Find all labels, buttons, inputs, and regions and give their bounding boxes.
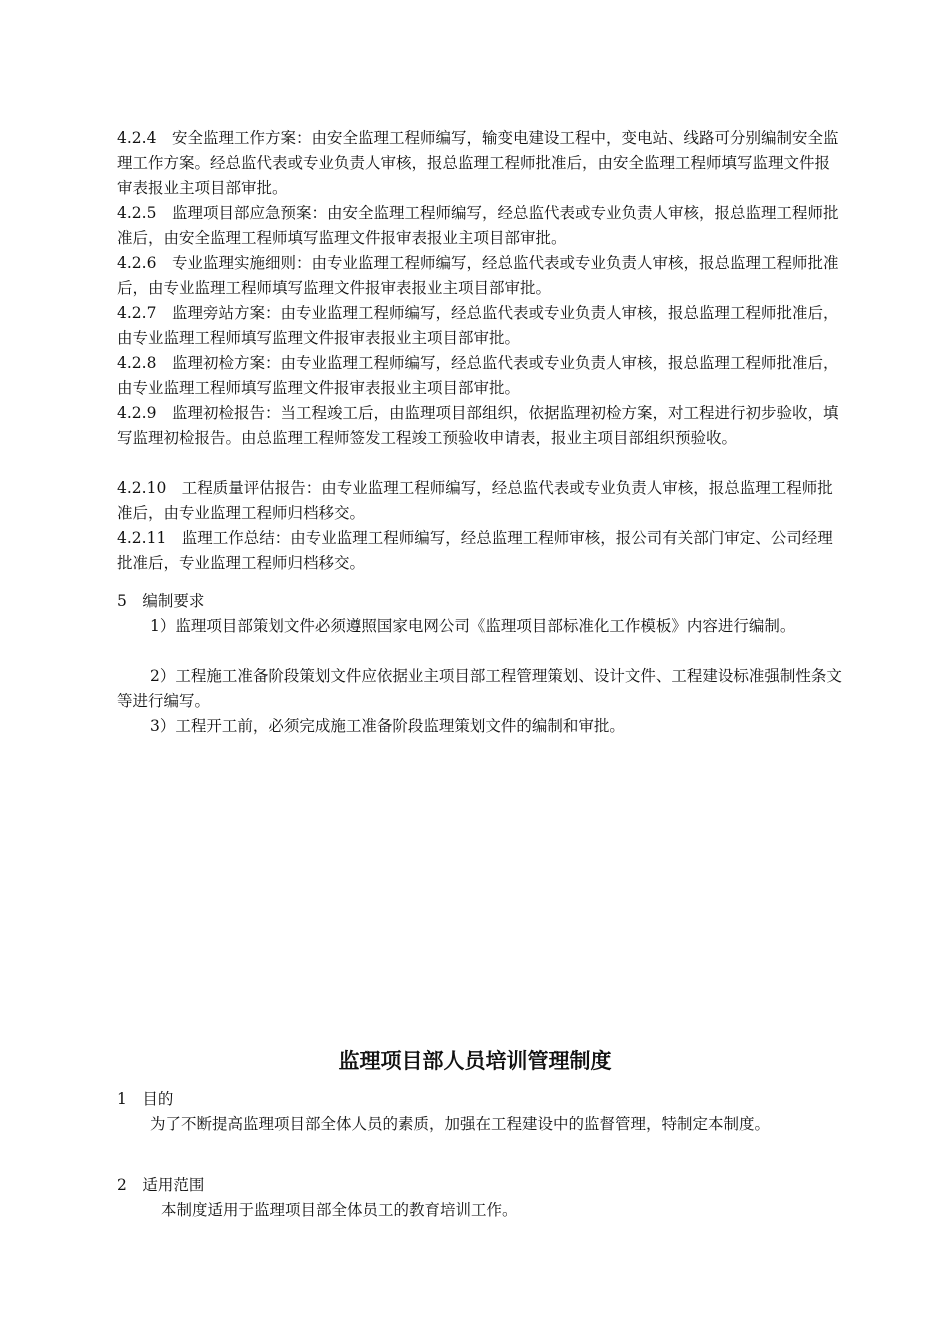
clause-4-2-9: 4.2.9 监理初检报告：当工程竣工后，由监理项目部组织，依据监理初检方案，对工程进行初步验收，填写监理初检报告。由总监理工程师签发工程竣工预验收申请表，报业主项目部组织预验收。 bbox=[117, 404, 839, 447]
document-title: 监理项目部人员培训管理制度 bbox=[338, 1049, 612, 1073]
clause-4-2-6: 4.2.6 专业监理实施细则：由专业监理工程师编写，经总监代表或专业负责人审核，报总监理工程师批准后，由专业监理工程师填写监理文件报审表报业主项目部审批。 bbox=[117, 254, 839, 297]
clause-4-2-4: 4.2.4 安全监理工作方案：由安全监理工程师编写，输变电建设工程中，变电站、线路可分别编制安全监理工作方案。经总监代表或专业负责人审核，报总监理工程师批准后，由安全监理工程师填写监理文件报审表报业主项目部审批。 bbox=[117, 129, 839, 197]
clause-4-2-10: 4.2.10 工程质量评估报告：由专业监理工程师编写，经总监代表或专业负责人审核，报总监理工程师批准后，由专业监理工程师归档移交。 bbox=[117, 479, 833, 522]
clause-4-2-11: 4.2.11 监理工作总结：由专业监理工程师编写，经总监理工程师审核，报公司有关部门审定、公司经理批准后，专业监理工程师归档移交。 bbox=[117, 529, 833, 572]
section-1-text: 为了不断提高监理项目部全体人员的素质，加强在工程建设中的监督管理，特制定本制度。 bbox=[150, 1115, 771, 1133]
clause-4-2-8: 4.2.8 监理初检方案：由专业监理工程师编写，经总监代表或专业负责人审核，报总监理工程师批准后，由专业监理工程师填写监理文件报审表报业主项目部审批。 bbox=[117, 354, 839, 397]
section-5-heading: 5 编制要求 bbox=[117, 592, 205, 610]
requirement-item-3: 3）工程开工前，必须完成施工准备阶段监理策划文件的编制和审批。 bbox=[150, 717, 625, 735]
section-1-heading: 1 目的 bbox=[117, 1090, 174, 1108]
clause-4-2-7: 4.2.7 监理旁站方案：由专业监理工程师编写，经总监代表或专业负责人审核，报总监理工程师批准后，由专业监理工程师填写监理文件报审表报业主项目部审批。 bbox=[117, 304, 839, 347]
section-2-heading: 2 适用范围 bbox=[117, 1176, 205, 1194]
requirement-item-1: 1）监理项目部策划文件必须遵照国家电网公司《监理项目部标准化工作模板》内容进行编制。 bbox=[150, 617, 796, 635]
clause-4-2-5: 4.2.5 监理项目部应急预案：由安全监理工程师编写，经总监代表或专业负责人审核，报总监理工程师批准后，由安全监理工程师填写监理文件报审表报业主项目部审批。 bbox=[117, 204, 839, 247]
requirement-item-2: 2）工程施工准备阶段策划文件应依据业主项目部工程管理策划、设计文件、工程建设标准强制性条文等进行编写。 bbox=[117, 667, 842, 710]
section-2-text: 本制度适用于监理项目部全体员工的教育培训工作。 bbox=[161, 1201, 518, 1219]
